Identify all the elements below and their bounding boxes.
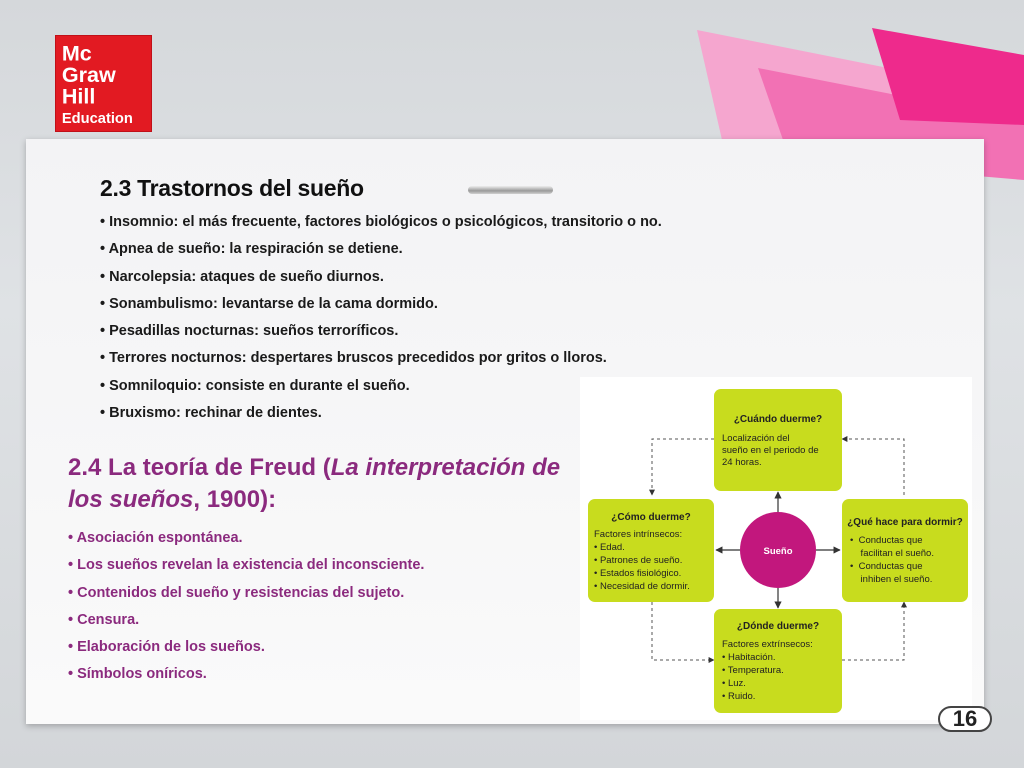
box-line: Factores intrínsecos: [594,529,683,540]
section-24-title [68,452,583,516]
sleep-center-node [740,512,816,588]
list-item: • Narcolepsia: ataques de sueño diurnos. [100,267,662,294]
box-line: Factores extrínsecos: [722,639,813,650]
title-text: , 1900): [193,486,277,513]
list-item: • Censura. [68,610,424,637]
list-item: • Elaboración de los sueños. [68,637,424,664]
page-number: 16 [938,706,992,732]
logo-line-education: Education [61,111,133,128]
box-line: • Patrones de sueño. [594,555,683,566]
sleep-disorders-list [100,212,662,430]
box-title: ¿Cuándo duerme? [733,414,823,425]
box-line: 24 horas. [722,457,762,468]
list-item: • Símbolos oníricos. [68,664,424,691]
paper-clip [468,186,553,194]
title-italic-text: La interpretación de [330,454,561,481]
box-line: sueño en el periodo de [722,445,819,456]
sleep-diagram [580,377,972,720]
box-title: ¿Dónde duerme? [736,621,820,632]
title-text: 2.4 La teoría de Freud ( [68,454,331,481]
box-line: • Temperatura. [722,665,784,676]
list-item: • Sonambulismo: levantarse de la cama dormido. [100,294,662,321]
freud-theory-list [68,528,424,692]
list-item: • Los sueños revelan la existencia del inconsciente. [68,555,424,582]
box-title: ¿Cómo duerme? [611,512,691,523]
what-does-box [842,499,968,602]
list-item: • Asociación espontánea. [68,528,424,555]
list-item: • Apnea de sueño: la respiración se detiene. [100,239,662,266]
box-line: inhiben el sueño. [850,574,933,585]
box-line: facilitan el sueño. [850,548,934,559]
title-italic-text: los sueños [68,486,194,513]
box-line: • Luz. [722,678,746,689]
center-label: Sueño [763,546,793,557]
list-item: • Contenidos del sueño y resistencias del sujeto. [68,583,424,610]
box-line: • Habitación. [722,652,776,663]
box-line: Localización del [722,433,790,444]
list-item: • Somniloquio: consiste en durante el sueño. [100,376,662,403]
list-item: • Insomnio: el más frecuente, factores biológicos o psicológicos, transitorio o no. [100,212,662,239]
when-sleeps-box [714,389,842,491]
list-item: • Terrores nocturnos: despertares bruscos precedidos por gritos o lloros. [100,348,662,375]
how-sleeps-box [588,499,714,602]
box-line: • Edad. [594,542,625,553]
mcgraw-hill-logo [55,35,152,132]
list-item: • Bruxismo: rechinar de dientes. [100,403,662,430]
box-line: • Conductas que [850,535,923,546]
box-line: • Necesidad de dormir. [594,581,690,592]
box-line: • Ruido. [722,691,756,702]
box-line: • Conductas que [850,561,923,572]
section-23-title: 2.3 Trastornos del sueño [100,175,364,201]
logo-line-mc: Mc [61,41,92,66]
where-sleeps-box [714,609,842,713]
box-line: • Estados fisiológico. [594,568,682,579]
logo-line-graw: Graw [61,63,116,88]
box-title: ¿Qué hace para dormir? [847,517,963,528]
list-item: • Pesadillas nocturnas: sueños terroríficos. [100,321,662,348]
logo-line-hill: Hill [61,84,96,109]
